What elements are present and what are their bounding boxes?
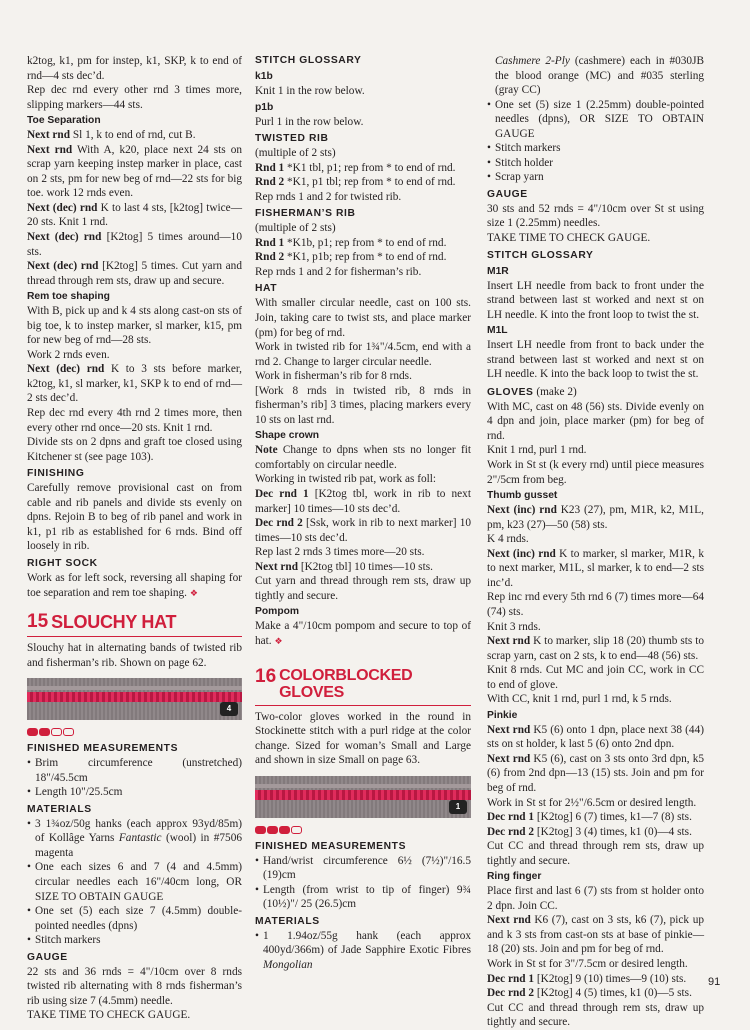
instruction-text: K6 (7), cast on 3 sts, k6 (7), pick up and k 3 sts from cast-on sts at base of pinkie—18 (20) sts. Join and pm for beg of rnd. xyxy=(487,914,704,956)
definition: Knit 1 in the row below. xyxy=(255,85,365,97)
instruction-line xyxy=(487,634,704,663)
skill-dot-filled xyxy=(267,826,278,834)
project-name: SLOUCHY HAT xyxy=(51,612,177,633)
material-text: 1 1.94oz/55g hank (each approx 400yd/366m) of Jade Sapphire Exotic Fibres xyxy=(263,929,471,957)
instruction-label: Next (inc) rnd xyxy=(487,504,557,517)
instruction-line xyxy=(255,250,471,265)
pompom-body: Make a 4"/10cm pompom and secure to top of hat. xyxy=(255,620,471,647)
instruction-line xyxy=(487,503,704,532)
instruction-text: With B, pick up and k 4 sts along cast-on sts of big toe, k to instep marker, sl marker, k15, pm for new beg of rnd—28 sts. xyxy=(27,305,242,347)
list-item: • Stitch markers xyxy=(487,141,704,156)
subheading-thumb-gusset: Thumb gusset xyxy=(487,490,558,502)
instruction-line xyxy=(255,190,471,205)
hat-steps xyxy=(255,296,471,427)
heading-finished-measurements: FINISHED MEASUREMENTS xyxy=(255,840,407,852)
swatch-band xyxy=(27,686,242,690)
instruction-text: [K2tog] 4 (5) times, k1 (0)—5 sts. xyxy=(534,987,692,1000)
measurements-list xyxy=(27,756,242,800)
yarn-name: Mongolian xyxy=(263,958,313,971)
list-item xyxy=(255,929,471,973)
instruction-text: Rep rnds 1 and 2 for fisherman’s rib. xyxy=(255,265,422,278)
list-item: • Length (from wrist to tip of finger) 9¾ (10½)"/ 25 (26.5)cm xyxy=(255,883,471,912)
toe-separation-steps xyxy=(27,128,242,288)
instruction-line xyxy=(487,547,704,591)
skill-dot-empty xyxy=(51,728,62,736)
instruction-text: Work in St st (k every rnd) until piece measures 2"/5cm from beg. xyxy=(487,459,704,486)
instruction-label: Dec rnd 2 xyxy=(487,987,535,1000)
instruction-text: Knit 1 rnd, purl 1 rnd. xyxy=(487,444,587,457)
instruction-text: [Work 8 rnds in twisted rib, 8 rnds in fisherman’s rib] 3 times, placing markers every 10 sts on last rnd. xyxy=(255,384,471,426)
instruction-label: Next rnd xyxy=(487,723,531,736)
instruction-label: Next rnd xyxy=(255,560,298,573)
right-sock-text xyxy=(27,571,242,600)
pompom-text xyxy=(255,619,471,648)
multiple-note: (multiple of 2 sts) xyxy=(255,147,336,160)
heading-twisted-rib: TWISTED RIB xyxy=(255,133,329,145)
subheading-pompom: Pompom xyxy=(255,606,300,618)
instruction-label: Next (dec) rnd xyxy=(27,363,105,376)
instruction-line xyxy=(487,620,704,635)
instruction-text: K to 3 sts before marker, k2tog, k1, sl marker, k1, SKP k to end of rnd—2 sts dec’d. xyxy=(27,363,242,405)
yarn-swatch-image xyxy=(255,776,471,818)
instruction-text: Place first and last 6 (7) sts from st holder onto 2 dpn. Join CC. xyxy=(487,885,704,912)
instruction-line xyxy=(487,957,704,972)
multiple-note: (multiple of 2 sts) xyxy=(255,222,336,235)
instruction-line xyxy=(487,1001,704,1030)
instruction-text: With smaller circular needle, cast on 100 sts. Join, taking care to twist sts, and place marker (pm) for beg of rnd. xyxy=(255,297,471,339)
instruction-text: With CC, knit 1 rnd, purl 1 rnd, k 5 rnds. xyxy=(487,693,672,706)
instruction-label: Next rnd xyxy=(487,914,531,927)
instruction-line xyxy=(487,972,704,987)
instruction-line xyxy=(487,796,704,811)
gauge-text: 22 sts and 36 rnds = 4"/10cm over 8 rnds twisted rib alternating with 8 rnds fisherman’s rib using size 7 (4.5mm) needle. xyxy=(27,965,242,1007)
instruction-label: Dec rnd 2 xyxy=(487,825,535,838)
thumb-steps xyxy=(487,503,704,707)
instruction-text: K 4 rnds. xyxy=(487,533,529,546)
instruction-label: Rnd 2 xyxy=(255,176,285,189)
instruction-line xyxy=(255,384,471,428)
instruction-text: Cut CC and thread through rem sts, draw up tightly and secure. xyxy=(487,1001,704,1029)
heading-stitch-glossary: STITCH GLOSSARY xyxy=(255,55,362,66)
project-name xyxy=(279,667,412,701)
list-item: • One each sizes 6 and 7 (4 and 4.5mm) circular needles each 16"/40cm long, OR SIZE TO OBTAIN GAUGE xyxy=(27,860,242,904)
term-m1l: M1L xyxy=(487,325,508,337)
heading-stitch-glossary: STITCH GLOSSARY xyxy=(487,249,594,261)
instruction-label: Rnd 1 xyxy=(255,161,285,174)
instruction-label: Next rnd xyxy=(487,752,531,765)
instruction-line xyxy=(487,839,704,868)
instruction-line xyxy=(255,161,471,176)
instruction-line xyxy=(27,362,242,406)
instruction-line xyxy=(27,348,242,363)
measurements-list xyxy=(255,854,471,912)
heading-gauge: GAUGE xyxy=(487,188,528,200)
list-item: • Brim circumference (unstretched) 18"/45.5cm xyxy=(27,756,242,785)
material-text: (wool) in #7506 magenta xyxy=(35,832,243,859)
instruction-label: Next rnd xyxy=(487,635,531,648)
instruction-line xyxy=(27,259,242,288)
gauge-text: 30 sts and 52 rnds = 4"/10cm over St st using size 1 (2.25mm) needles. xyxy=(487,202,704,230)
materials-list xyxy=(255,929,471,973)
skill-dot-empty xyxy=(63,728,74,736)
instruction-line xyxy=(487,810,704,825)
instruction-text: K23 (27), pm, M1R, k2, M1L, pm, k23 (27)—50 (58) sts. xyxy=(487,504,704,531)
instruction-text: With MC, cast on 48 (56) sts. Divide evenly on 4 dpn and join, place marker (pm) for beg of rnd. xyxy=(487,400,704,442)
instruction-line xyxy=(487,913,704,957)
instruction-line xyxy=(487,723,704,752)
subheading-shape-crown: Shape crown xyxy=(255,430,320,442)
instruction-text: Rep rnds 1 and 2 for twisted rib. xyxy=(255,190,402,203)
instruction-line xyxy=(487,986,704,1001)
instruction-line xyxy=(255,487,471,516)
instruction-text: Knit 8 rnds. Cut MC and join CC, work in CC to end of glove. xyxy=(487,664,704,691)
yarn-weight-badge-icon: 1 xyxy=(449,800,467,814)
project-intro: Two-color gloves worked in the round in Stockinette stitch with a purl ridge at the color change. Sized for woman’s Small and Large and shown in size Small on page 63. xyxy=(255,710,471,767)
instruction-line xyxy=(255,443,471,472)
instruction-line xyxy=(255,545,471,560)
instruction-line xyxy=(487,752,704,796)
heading-gauge: GAUGE xyxy=(27,951,68,963)
instruction-text: *K1, p1b; rep from * to end of rnd. xyxy=(284,251,447,264)
instruction-text: Work in St st for 2½"/6.5cm or desired length. xyxy=(487,796,697,809)
rem-toe-steps xyxy=(27,304,242,464)
instruction-text: Work in fisherman’s rib for 8 rnds. xyxy=(255,370,412,383)
finishing-text: Carefully remove provisional cast on from cable and rib panels and divide sts evenly on dpns. Rejoin B to beg of rib panel and work in k1, p1 rib as established for 6 rnds. Bind off loosely in rib. xyxy=(27,482,242,553)
instruction-text: Rep dec rnd every 4th rnd 2 times more, then every other rnd once—20 sts. Knit 1 rnd. xyxy=(27,407,242,434)
ring-steps xyxy=(487,884,704,1029)
instruction-line xyxy=(255,296,471,340)
twisted-rib-steps xyxy=(255,161,471,205)
instruction-line xyxy=(487,532,704,547)
instruction-line xyxy=(487,884,704,913)
list-item: • Stitch markers xyxy=(27,933,242,948)
paragraph: k2tog, k1, pm for instep, k1, SKP, k to end of rnd—4 sts dec’d. xyxy=(27,55,242,82)
instruction-text: K to marker, sl marker, M1R, k to next marker, M1L, sl marker, k to end—2 sts inc’d. xyxy=(487,547,704,589)
instruction-text: Change to dpns when sts no longer fit comfortably on circular needle. xyxy=(255,444,471,471)
gauge-check: TAKE TIME TO CHECK GAUGE. xyxy=(487,232,651,245)
list-item: • Hand/wrist circumference 6½ (7½)"/16.5 (19)cm xyxy=(255,854,471,883)
swatch-stripe xyxy=(255,790,471,800)
instruction-line xyxy=(487,443,704,458)
instruction-text: [K2tog] 3 (4) times, k1 (0)—4 sts. xyxy=(534,825,692,838)
column-1 xyxy=(27,54,242,1023)
heading-materials: MATERIALS xyxy=(255,915,320,927)
instruction-line xyxy=(27,230,242,259)
instruction-line xyxy=(255,236,471,251)
swatch-band xyxy=(255,784,471,788)
subheading-rem-toe-shaping: Rem toe shaping xyxy=(27,291,110,303)
instruction-text: Work 2 rnds even. xyxy=(27,348,110,361)
gloves-make-note: (make 2) xyxy=(533,385,577,398)
instruction-label: Dec rnd 1 xyxy=(255,488,309,501)
material-text: (cashmere) each in #030JB the blood orange (MC) and #035 sterling (gray CC) xyxy=(495,55,704,97)
heading-materials: MATERIALS xyxy=(27,803,92,815)
gauge-check: TAKE TIME TO CHECK GAUGE. xyxy=(27,1009,191,1022)
list-item: • Scrap yarn xyxy=(487,170,704,185)
instruction-text: Cut yarn and thread through rem sts, draw up tightly and secure. xyxy=(255,575,471,602)
instruction-text: Working in twisted rib pat, work as foll: xyxy=(255,473,437,486)
instruction-line xyxy=(255,516,471,545)
subheading-ring-finger: Ring finger xyxy=(487,871,542,883)
instruction-line xyxy=(27,406,242,435)
term-m1r: M1R xyxy=(487,265,509,277)
project-number: 15 xyxy=(27,611,49,633)
yarn-name: Cashmere 2-Ply xyxy=(495,55,570,67)
heading-right-sock: RIGHT SOCK xyxy=(27,557,98,569)
instruction-text: Rep last 2 rnds 3 times more—20 sts. xyxy=(255,546,425,559)
skill-dot-filled xyxy=(255,826,266,834)
instruction-label: Dec rnd 1 xyxy=(487,972,535,985)
fishermans-rib-steps xyxy=(255,236,471,280)
title-rule xyxy=(255,705,471,706)
project-name-line: COLORBLOCKED xyxy=(279,666,413,684)
instruction-text: Cut CC and thread through rem sts, draw up tightly and secure. xyxy=(487,840,704,867)
instruction-text: [K2tog] 9 (10) times—9 (10) sts. xyxy=(534,972,687,985)
end-diamond-icon: ❖ xyxy=(189,587,198,598)
instruction-text: [K2tog] 5 times. Cut yarn and thread through rem sts, draw up and secure. xyxy=(27,260,242,287)
instruction-line xyxy=(487,590,704,619)
instruction-label: Next (inc) rnd xyxy=(487,547,556,560)
list-item: • Stitch holder xyxy=(487,156,704,171)
instruction-line xyxy=(487,692,704,707)
instruction-label: Next rnd xyxy=(27,129,70,142)
materials-list xyxy=(487,98,704,185)
title-rule xyxy=(27,636,242,637)
project-name-line: GLOVES xyxy=(279,683,345,701)
instruction-line xyxy=(255,175,471,190)
instruction-label: Rnd 2 xyxy=(255,251,285,264)
right-sock-body: Work as for left sock, reversing all shaping for toe separation and rem toe shaping. xyxy=(27,571,242,599)
term-k1b: k1b xyxy=(255,71,273,82)
instruction-line xyxy=(255,560,471,575)
instruction-line xyxy=(487,663,704,692)
yarn-weight-badge-icon: 4 xyxy=(220,702,238,716)
instruction-label: Note xyxy=(255,444,278,457)
term-p1b: p1b xyxy=(255,101,274,113)
project-number: 16 xyxy=(255,665,277,687)
instruction-line xyxy=(27,201,242,230)
heading-hat: HAT xyxy=(255,283,278,295)
instruction-line xyxy=(487,400,704,444)
instruction-line xyxy=(27,143,242,201)
project-16-title xyxy=(255,667,471,701)
material-text: 3 1¾oz/50g hanks (each approx 93yd/85m) of Kollâge Yarns xyxy=(35,817,242,845)
instruction-text: K5 (6) onto 1 dpn, place next 38 (44) sts on st holder, k last 5 (6) onto 2nd dpn. xyxy=(487,723,704,751)
project-15-title xyxy=(27,612,242,632)
instruction-line xyxy=(487,825,704,840)
instruction-line xyxy=(255,265,471,280)
instruction-text: [K2tog tbl] 10 times—10 sts. xyxy=(298,560,433,573)
instruction-line xyxy=(27,128,242,143)
project-intro: Slouchy hat in alternating bands of twisted rib and fisherman’s rib. Shown on page 62. xyxy=(27,642,242,669)
column-2 xyxy=(255,54,471,973)
subheading-toe-separation: Toe Separation xyxy=(27,115,101,127)
list-item xyxy=(27,817,242,861)
definition: Insert LH needle from front to back under the strand between last st worked and next st on LH needle. K into the back loop to twist the st. xyxy=(487,339,704,381)
instruction-line xyxy=(255,472,471,487)
instruction-text: With A, k20, place next 24 sts on scrap yarn keeping instep marker in place, cast on 2 sts, pm for new beg of rnd—22 sts for big toe. work 12 rnds even. xyxy=(27,143,242,200)
skill-level-icon xyxy=(255,826,471,834)
instruction-text: Divide sts on 2 dpns and graft toe closed using Kitchener st (see page 103). xyxy=(27,436,242,463)
heading-fishermans-rib: FISHERMAN’S RIB xyxy=(255,208,356,220)
instruction-text: *K1, p1 tbl; rep from * to end of rnd. xyxy=(284,176,456,189)
list-item: • One set (5) size 1 (2.25mm) double-pointed needles (dpns), OR SIZE TO OBTAIN GAUGE xyxy=(487,98,704,142)
instruction-label: Next rnd xyxy=(27,143,73,156)
materials-list xyxy=(27,817,242,948)
instruction-line xyxy=(27,304,242,348)
definition: Insert LH needle from back to front under the strand between last st worked and next st on LH needle. K into the front loop to twist the st. xyxy=(487,279,704,321)
instruction-line xyxy=(487,458,704,487)
skill-dot-filled xyxy=(39,728,50,736)
column-3 xyxy=(487,54,704,1030)
crown-steps xyxy=(255,443,471,603)
subheading-pinkie: Pinkie xyxy=(487,709,518,721)
instruction-line xyxy=(255,369,471,384)
instruction-label: Next (dec) rnd xyxy=(27,260,99,273)
instruction-text: Knit 3 rnds. xyxy=(487,620,541,633)
instruction-label: Dec rnd 1 xyxy=(487,811,535,824)
page-number: 91 xyxy=(708,976,721,988)
instruction-label: Next (dec) rnd xyxy=(27,201,98,214)
instruction-text: K to last 4 sts, [k2tog] twice—20 sts. Knit 1 rnd. xyxy=(27,201,242,229)
gloves-heading-text: GLOVES xyxy=(487,386,534,398)
instruction-line xyxy=(255,340,471,369)
heading-gloves xyxy=(487,385,704,400)
instruction-label: Rnd 1 xyxy=(255,236,285,249)
instruction-text: Rep inc rnd every 5th rnd 6 (7) times more—64 (74) sts. xyxy=(487,591,704,618)
instruction-text: Work in St st for 3"/7.5cm or desired length. xyxy=(487,957,688,970)
instruction-text: [K2tog] 5 times around—10 sts. xyxy=(27,231,242,258)
instruction-text: *K1 tbl, p1; rep from * to end of rnd. xyxy=(284,161,456,174)
pinkie-steps xyxy=(487,723,704,868)
skill-dot-empty xyxy=(291,826,302,834)
instruction-text: Work in twisted rib for 1¾"/4.5cm, end with a rnd 2. Change to larger circular needle. xyxy=(255,341,471,368)
instruction-text: K to marker, slip 18 (20) thumb sts to scrap yarn, cast on 2 sts, k to end—48 (56) sts. xyxy=(487,635,704,662)
skill-dot-filled xyxy=(279,826,290,834)
instruction-line xyxy=(255,574,471,603)
end-diamond-icon: ❖ xyxy=(274,635,283,646)
gloves-steps xyxy=(487,400,704,487)
yarn-name: Fantastic xyxy=(118,832,162,845)
heading-finishing: FINISHING xyxy=(27,468,85,480)
materials-continued xyxy=(487,54,704,98)
list-item: • One set (5) each size 7 (4.5mm) double-pointed needles (dpns) xyxy=(27,904,242,933)
paragraph: Rep dec rnd every other rnd 3 times more, slipping markers—44 sts. xyxy=(27,84,242,111)
skill-level-icon xyxy=(27,728,242,736)
instruction-text: [K2tog tbl, work in rib to next marker] 10 times—10 sts dec’d. xyxy=(255,488,471,515)
list-item: • Length 10"/25.5cm xyxy=(27,785,242,800)
instruction-text: K5 (6), cast on 3 sts onto 3rd dpn, k5 (6) from 2nd dpn—13 (15) sts. Join and pm for beg of rnd. xyxy=(487,752,704,794)
instruction-line xyxy=(27,435,242,464)
instruction-label: Next (dec) rnd xyxy=(27,231,102,244)
instruction-text: [Ssk, work in rib to next marker] 10 times—10 sts dec’d. xyxy=(255,517,471,544)
skill-dot-filled xyxy=(27,728,38,736)
swatch-stripe xyxy=(27,692,242,702)
definition: Purl 1 in the row below. xyxy=(255,115,364,128)
heading-finished-measurements: FINISHED MEASUREMENTS xyxy=(27,743,179,755)
instruction-text: *K1b, p1; rep from * to end of rnd. xyxy=(284,236,447,249)
instruction-label: Dec rnd 2 xyxy=(255,517,303,530)
instruction-text: Sl 1, k to end of rnd, cut B. xyxy=(70,129,196,142)
yarn-swatch-image xyxy=(27,678,242,720)
instruction-text: [K2tog] 6 (7) times, k1—7 (8) sts. xyxy=(534,811,692,824)
